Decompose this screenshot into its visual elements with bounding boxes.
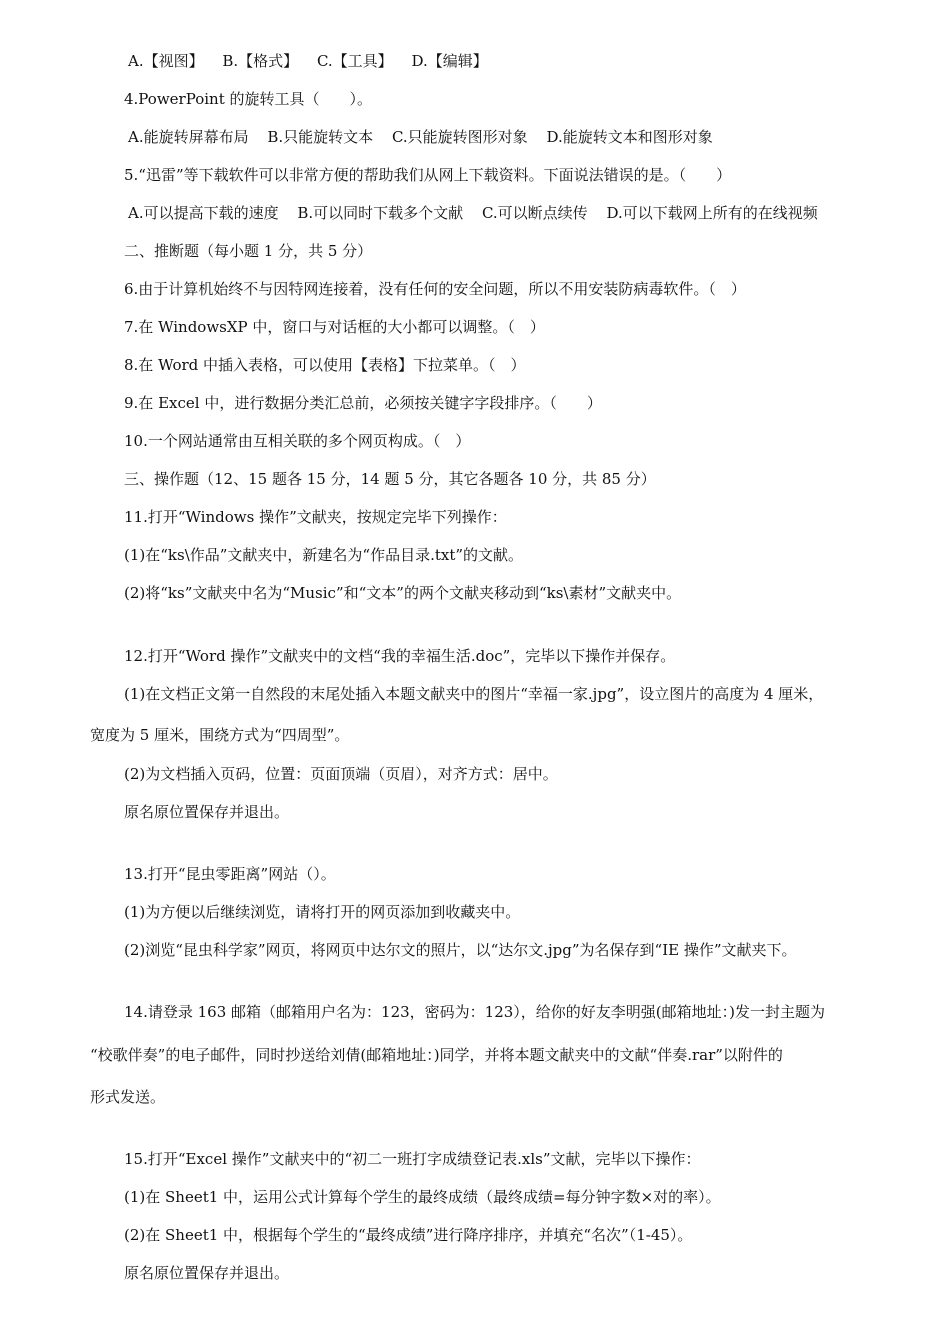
q12-step-2: (2)为文档插入页码，位置：页面顶端（页眉），对齐方式：居中。 xyxy=(124,765,558,783)
q5-option-c: C.可以断点续传 xyxy=(481,204,588,222)
q13-stem: 13.打开“昆虫零距离”网站（）。 xyxy=(124,865,336,883)
q15-step-1: (1)在 Sheet1 中，运用公式计算每个学生的最终成绩（最终成绩=每分钟字数×对的率）。 xyxy=(124,1188,721,1206)
q15-save: 原名原位置保存并退出。 xyxy=(124,1264,290,1282)
q5-stem: 5.“迅雷”等下载软件可以非常方便的帮助我们从网上下载资料。下面说法错误的是。（ ） xyxy=(124,166,732,184)
section3-heading: 三、操作题（12、15 题各 15 分，14 题 5 分，其它各题各 10 分，共 85 分） xyxy=(124,470,656,488)
q3-option-c: C.【工具】 xyxy=(316,52,393,70)
q14-line-3: 形式发送。 xyxy=(90,1088,166,1106)
q13-step-2: (2)浏览“昆虫科学家”网页，将网页中达尔文的照片，以“达尔文.jpg”为名保存到“IE 操作”文献夹下。 xyxy=(124,941,797,959)
q4-option-c: C.只能旋转图形对象 xyxy=(391,128,528,146)
q10: 10.一个网站通常由互相关联的多个网页构成。（ ） xyxy=(124,432,471,450)
q8: 8.在 Word 中插入表格，可以使用【表格】下拉菜单。（ ） xyxy=(124,356,526,374)
q5-options xyxy=(128,203,818,223)
q3-option-a: A.【视图】 xyxy=(128,52,204,70)
q11-step-2: (2)将“ks”文献夹中名为“Music”和“文本”的两个文献夹移动到“ks\素材”文献夹中。 xyxy=(124,584,682,602)
q4-options xyxy=(128,127,713,147)
q14-line-1: 14.请登录 163 邮箱（邮箱用户名为：123，密码为：123），给你的好友李明强(邮箱地址：)发一封主题为 xyxy=(124,1003,825,1021)
q5-option-d: D.可以下载网上所有的在线视频 xyxy=(606,204,818,222)
q3-options xyxy=(128,51,488,71)
q12-save: 原名原位置保存并退出。 xyxy=(124,803,290,821)
q3-option-b: B.【格式】 xyxy=(222,52,299,70)
q7: 7.在 WindowsXP 中，窗口与对话框的大小都可以调整。（ ） xyxy=(124,318,545,336)
q12-step-1-line-2: 宽度为 5 厘米，围绕方式为“四周型”。 xyxy=(90,726,350,744)
q12-step-1-line-1: (1)在文档正文第一自然段的末尾处插入本题文献夹中的图片“幸福一家.jpg”，设立图片的高度为 4 厘米， xyxy=(124,685,824,703)
q12-stem: 12.打开“Word 操作”文献夹中的文档“我的幸福生活.doc”，完毕以下操作并保存。 xyxy=(124,647,676,665)
q5-option-b: B.可以同时下载多个文献 xyxy=(297,204,464,222)
q11-step-1: (1)在“ks\作品”文献夹中，新建名为“作品目录.txt”的文献。 xyxy=(124,546,524,564)
q5-option-a: A.可以提高下载的速度 xyxy=(128,204,279,222)
q4-stem: 4.PowerPoint 的旋转工具（ ）。 xyxy=(124,90,372,108)
q4-option-a: A.能旋转屏幕布局 xyxy=(128,128,249,146)
q11-stem: 11.打开“Windows 操作”文献夹，按规定完毕下列操作： xyxy=(124,508,507,526)
q4-option-b: B.只能旋转文本 xyxy=(267,128,374,146)
q15-stem: 15.打开“Excel 操作”文献夹中的“初二一班打字成绩登记表.xls”文献，完毕以下操作： xyxy=(124,1150,701,1168)
q15-step-2: (2)在 Sheet1 中，根据每个学生的“最终成绩”进行降序排序，并填充“名次”（1-45）。 xyxy=(124,1226,693,1244)
q9: 9.在 Excel 中，进行数据分类汇总前，必须按关键字字段排序。（ ） xyxy=(124,394,602,412)
section2-heading: 二、推断题（每小题 1 分，共 5 分） xyxy=(124,242,373,260)
q14-line-2: “校歌伴奏”的电子邮件，同时抄送给刘倩(邮箱地址：)同学，并将本题文献夹中的文献“伴奏.rar”以附件的 xyxy=(90,1046,783,1064)
q13-step-1: (1)为方便以后继续浏览，请将打开的网页添加到收藏夹中。 xyxy=(124,903,521,921)
q6: 6.由于计算机始终不与因特网连接着，没有任何的安全问题，所以不用安装防病毒软件。（ ） xyxy=(124,280,746,298)
q4-option-d: D.能旋转文本和图形对象 xyxy=(546,128,713,146)
q3-option-d: D.【编辑】 xyxy=(411,52,488,70)
